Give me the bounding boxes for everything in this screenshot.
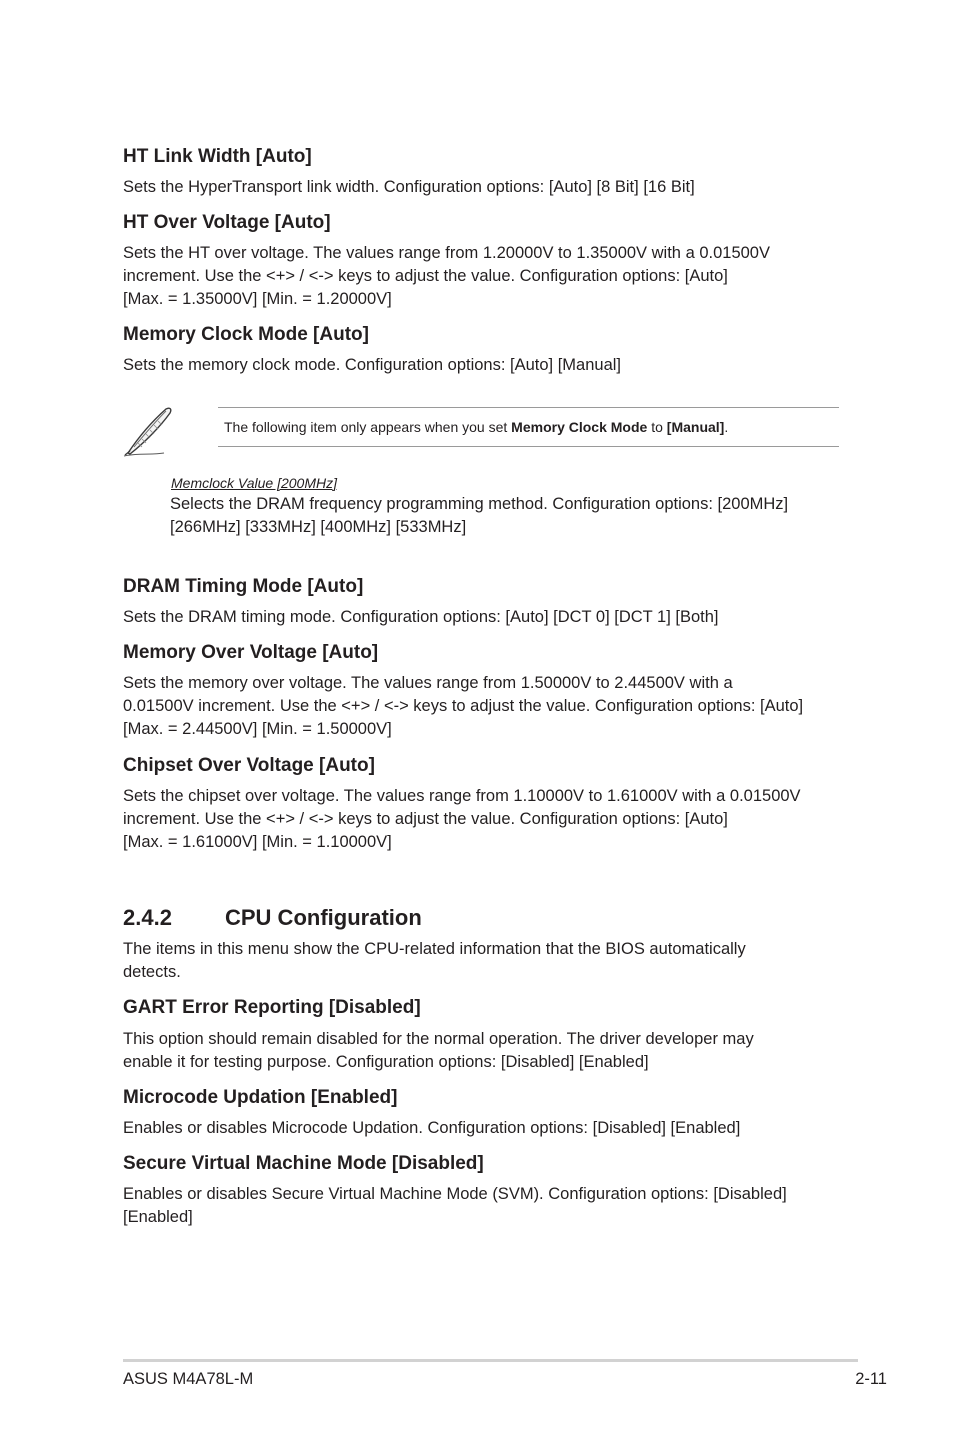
item-desc-memory-over-voltage-line3: [Max. = 2.44500V] [Min. = 1.50000V]	[123, 720, 392, 738]
section-intro-line1: The items in this menu show the CPU-related information that the BIOS automatically	[123, 940, 746, 958]
item-desc-secure-virtual-machine-mode-line2: [Enabled]	[123, 1208, 193, 1226]
item-title-memory-clock-mode: Memory Clock Mode [Auto]	[123, 324, 369, 345]
item-desc-memory-clock-mode: Sets the memory clock mode. Configuration options: [Auto] [Manual]	[123, 356, 621, 374]
note-top-rule	[218, 407, 839, 408]
footer-page-number: 2-11	[855, 1370, 887, 1388]
item-desc-secure-virtual-machine-mode-line1: Enables or disables Secure Virtual Machine Mode (SVM). Configuration options: [Disabled]	[123, 1185, 787, 1203]
sub-item-desc-line1: Selects the DRAM frequency programming method. Configuration options: [200MHz]	[170, 495, 789, 513]
item-desc-chipset-over-voltage-line2: increment. Use the <+> / <-> keys to adjust the value. Configuration options: [Auto]	[123, 810, 728, 828]
item-title-dram-timing-mode: DRAM Timing Mode [Auto]	[123, 576, 364, 597]
note-text: The following item only appears when you set Memory Clock Mode to [Manual].	[224, 419, 729, 435]
item-title-ht-link-width: HT Link Width [Auto]	[123, 146, 312, 167]
item-desc-ht-over-voltage-line1: Sets the HT over voltage. The values range from 1.20000V to 1.35000V with a 0.01500V	[123, 244, 770, 262]
item-desc-ht-over-voltage-line2: increment. Use the <+> / <-> keys to adjust the value. Configuration options: [Auto]	[123, 267, 728, 285]
item-desc-microcode-updation: Enables or disables Microcode Updation. Configuration options: [Disabled] [Enabled]	[123, 1119, 741, 1137]
item-title-chipset-over-voltage: Chipset Over Voltage [Auto]	[123, 755, 375, 776]
item-desc-chipset-over-voltage-line1: Sets the chipset over voltage. The values range from 1.10000V to 1.61000V with a 0.01500V	[123, 787, 801, 805]
item-title-microcode-updation: Microcode Updation [Enabled]	[123, 1087, 398, 1108]
section-intro-line2: detects.	[123, 963, 181, 981]
item-title-gart-error-reporting: GART Error Reporting [Disabled]	[123, 997, 421, 1018]
sub-item-title-memclock-value: Memclock Value [200MHz]	[171, 475, 337, 491]
item-desc-dram-timing-mode: Sets the DRAM timing mode. Configuration options: [Auto] [DCT 0] [DCT 1] [Both]	[123, 608, 719, 626]
item-desc-ht-link-width: Sets the HyperTransport link width. Configuration options: [Auto] [8 Bit] [16 Bit]	[123, 178, 695, 196]
note-bottom-rule	[218, 446, 839, 447]
footer-product-name: ASUS M4A78L-M	[123, 1370, 254, 1388]
item-title-ht-over-voltage: HT Over Voltage [Auto]	[123, 212, 331, 233]
pen-note-icon	[122, 403, 174, 457]
section-heading	[123, 905, 422, 931]
section-number: 2.4.2	[123, 905, 172, 930]
item-desc-chipset-over-voltage-line3: [Max. = 1.61000V] [Min. = 1.10000V]	[123, 833, 392, 851]
section-title: CPU Configuration	[225, 905, 422, 930]
item-title-memory-over-voltage: Memory Over Voltage [Auto]	[123, 642, 379, 663]
item-title-secure-virtual-machine-mode: Secure Virtual Machine Mode [Disabled]	[123, 1153, 484, 1174]
item-desc-gart-error-reporting-line1: This option should remain disabled for the normal operation. The driver developer may	[123, 1030, 754, 1048]
footer-rule	[123, 1359, 858, 1362]
item-desc-memory-over-voltage-line1: Sets the memory over voltage. The values range from 1.50000V to 2.44500V with a	[123, 674, 733, 692]
item-desc-ht-over-voltage-line3: [Max. = 1.35000V] [Min. = 1.20000V]	[123, 290, 392, 308]
sub-item-desc-line2: [266MHz] [333MHz] [400MHz] [533MHz]	[170, 518, 467, 536]
item-desc-memory-over-voltage-line2: 0.01500V increment. Use the <+> / <-> keys to adjust the value. Configuration options: [Auto]	[123, 697, 804, 715]
item-desc-gart-error-reporting-line2: enable it for testing purpose. Configuration options: [Disabled] [Enabled]	[123, 1053, 649, 1071]
